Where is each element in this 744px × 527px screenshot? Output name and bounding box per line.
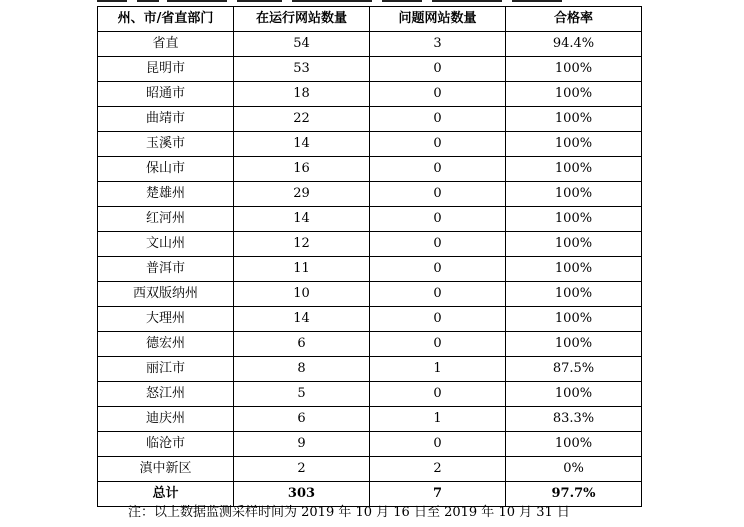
header-running-sites: 在运行网站数量 — [234, 7, 370, 32]
table-row — [98, 307, 642, 332]
region-cell: 红河州 — [98, 207, 234, 232]
region-cell: 省直 — [98, 32, 234, 57]
running-sites-cell: 11 — [234, 257, 370, 282]
region-cell: 文山州 — [98, 232, 234, 257]
header-region: 州、市/省直部门 — [98, 7, 234, 32]
region-cell: 滇中新区 — [98, 457, 234, 482]
pass-rate-cell: 100% — [506, 207, 642, 232]
problem-sites-cell: 1 — [370, 357, 506, 382]
problem-sites-cell: 0 — [370, 207, 506, 232]
table-row — [98, 257, 642, 282]
running-sites-cell: 12 — [234, 232, 370, 257]
running-sites-cell: 6 — [234, 407, 370, 432]
problem-sites-cell: 0 — [370, 332, 506, 357]
problem-sites-cell: 0 — [370, 282, 506, 307]
pass-rate-cell: 83.3% — [506, 407, 642, 432]
running-sites-cell: 8 — [234, 357, 370, 382]
pass-rate-cell: 100% — [506, 282, 642, 307]
table-row — [98, 182, 642, 207]
cropped-caption-remnant — [97, 0, 597, 4]
running-sites-cell: 22 — [234, 107, 370, 132]
region-cell: 普洱市 — [98, 257, 234, 282]
website-stats-table — [97, 6, 642, 507]
pass-rate-cell: 100% — [506, 157, 642, 182]
pass-rate-cell: 100% — [506, 132, 642, 157]
table-row — [98, 157, 642, 182]
problem-sites-cell: 0 — [370, 57, 506, 82]
pass-rate-cell: 100% — [506, 232, 642, 257]
region-cell: 西双版纳州 — [98, 282, 234, 307]
problem-sites-cell: 0 — [370, 82, 506, 107]
problem-sites-cell: 0 — [370, 132, 506, 157]
region-cell: 丽江市 — [98, 357, 234, 382]
problem-sites-cell: 0 — [370, 107, 506, 132]
header-pass-rate: 合格率 — [506, 7, 642, 32]
region-cell: 保山市 — [98, 157, 234, 182]
region-cell: 玉溪市 — [98, 132, 234, 157]
pass-rate-cell: 100% — [506, 107, 642, 132]
table-row — [98, 282, 642, 307]
region-cell: 怒江州 — [98, 382, 234, 407]
pass-rate-cell: 100% — [506, 332, 642, 357]
total-running-sites: 303 — [234, 482, 370, 507]
region-cell: 昆明市 — [98, 57, 234, 82]
problem-sites-cell: 1 — [370, 407, 506, 432]
running-sites-cell: 5 — [234, 382, 370, 407]
problem-sites-cell: 0 — [370, 432, 506, 457]
table-row — [98, 457, 642, 482]
running-sites-cell: 53 — [234, 57, 370, 82]
table-row — [98, 382, 642, 407]
table-row — [98, 432, 642, 457]
problem-sites-cell: 0 — [370, 157, 506, 182]
table-row — [98, 132, 642, 157]
table-row — [98, 357, 642, 382]
pass-rate-cell: 100% — [506, 432, 642, 457]
pass-rate-cell: 100% — [506, 382, 642, 407]
table-row — [98, 107, 642, 132]
table-row — [98, 32, 642, 57]
pass-rate-cell: 94.4% — [506, 32, 642, 57]
pass-rate-cell: 100% — [506, 82, 642, 107]
region-cell: 曲靖市 — [98, 107, 234, 132]
pass-rate-cell: 100% — [506, 307, 642, 332]
table-row — [98, 407, 642, 432]
region-cell: 迪庆州 — [98, 407, 234, 432]
region-cell: 楚雄州 — [98, 182, 234, 207]
problem-sites-cell: 0 — [370, 232, 506, 257]
problem-sites-cell: 0 — [370, 382, 506, 407]
running-sites-cell: 14 — [234, 132, 370, 157]
running-sites-cell: 14 — [234, 207, 370, 232]
pass-rate-cell: 100% — [506, 182, 642, 207]
table-row — [98, 332, 642, 357]
running-sites-cell: 16 — [234, 157, 370, 182]
running-sites-cell: 29 — [234, 182, 370, 207]
pass-rate-cell: 87.5% — [506, 357, 642, 382]
pass-rate-cell: 0% — [506, 457, 642, 482]
sampling-period-note: 注：以上数据监测采样时间为 2019 年 10 月 16 日至 2019 年 10 月 31 日 — [128, 505, 570, 520]
running-sites-cell: 14 — [234, 307, 370, 332]
running-sites-cell: 54 — [234, 32, 370, 57]
table-body — [98, 32, 642, 482]
running-sites-cell: 2 — [234, 457, 370, 482]
running-sites-cell: 10 — [234, 282, 370, 307]
region-cell: 临沧市 — [98, 432, 234, 457]
pass-rate-cell: 100% — [506, 57, 642, 82]
problem-sites-cell: 2 — [370, 457, 506, 482]
running-sites-cell: 6 — [234, 332, 370, 357]
running-sites-cell: 18 — [234, 82, 370, 107]
table-header-row — [98, 7, 642, 32]
problem-sites-cell: 0 — [370, 182, 506, 207]
table-row — [98, 207, 642, 232]
region-cell: 大理州 — [98, 307, 234, 332]
problem-sites-cell: 3 — [370, 32, 506, 57]
total-label: 总计 — [98, 482, 234, 507]
header-problem-sites: 问题网站数量 — [370, 7, 506, 32]
problem-sites-cell: 0 — [370, 307, 506, 332]
region-cell: 德宏州 — [98, 332, 234, 357]
problem-sites-cell: 0 — [370, 257, 506, 282]
table-row — [98, 232, 642, 257]
total-pass-rate: 97.7% — [506, 482, 642, 507]
table-row — [98, 82, 642, 107]
total-problem-sites: 7 — [370, 482, 506, 507]
region-cell: 昭通市 — [98, 82, 234, 107]
running-sites-cell: 9 — [234, 432, 370, 457]
table-row — [98, 57, 642, 82]
pass-rate-cell: 100% — [506, 257, 642, 282]
